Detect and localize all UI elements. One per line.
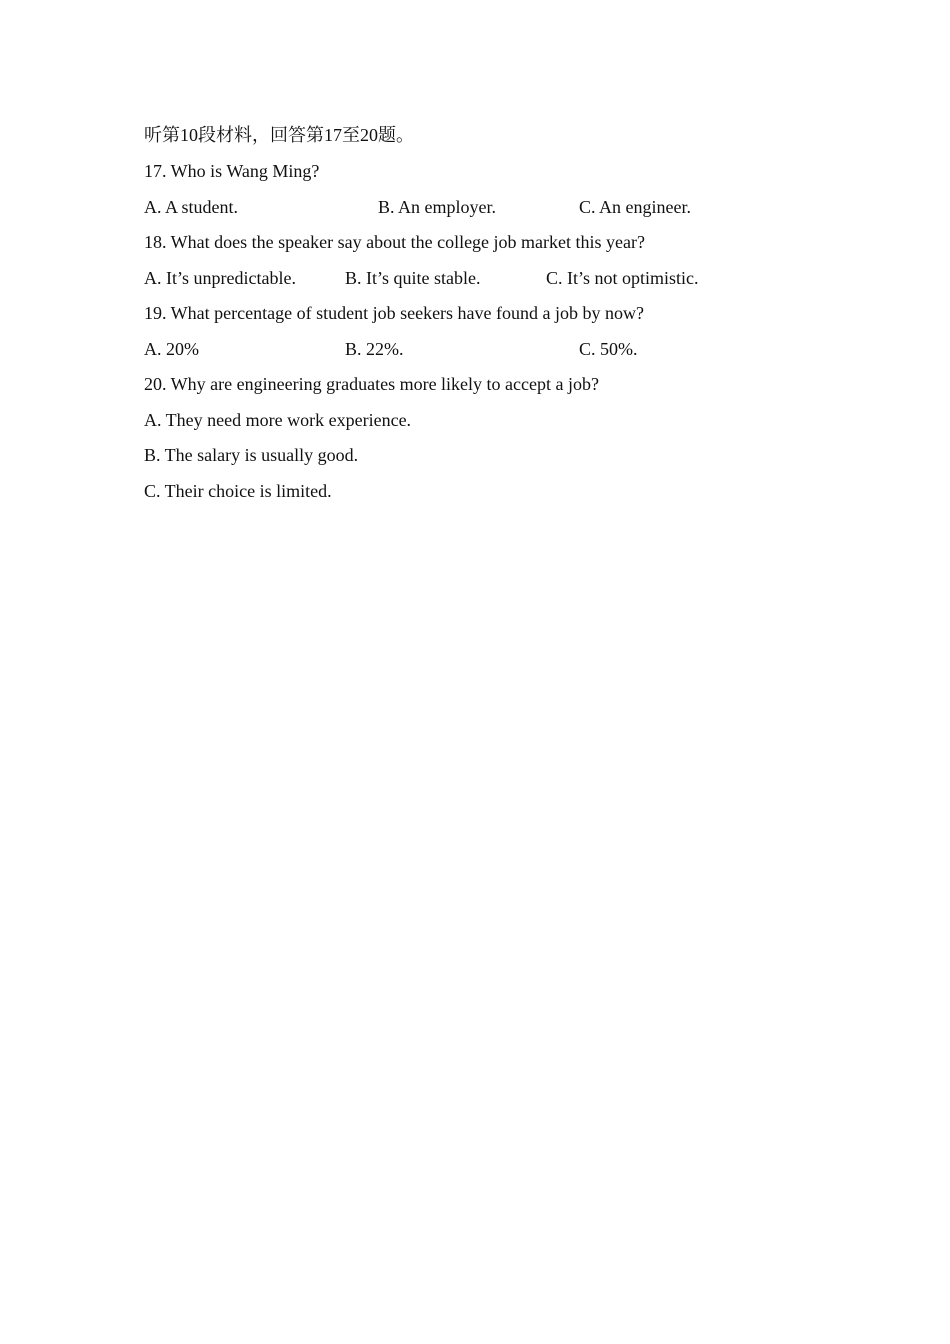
question-19-option-b: B. 22%. — [345, 339, 404, 359]
question-20-option-a: A. They need more work experience. — [144, 410, 412, 430]
question-20-option-b: B. The salary is usually good. — [144, 445, 359, 465]
question-18-option-a: A. It’s unpredictable. — [144, 268, 296, 288]
question-18-option-b: B. It’s quite stable. — [345, 268, 481, 288]
question-20: 20. Why are engineering graduates more likely to accept a job? — [144, 374, 599, 394]
question-18: 18. What does the speaker say about the college job market this year? — [144, 232, 645, 252]
question-18-option-c: C. It’s not optimistic. — [546, 268, 699, 288]
question-20-option-c: C. Their choice is limited. — [144, 481, 332, 501]
question-19-option-a: A. 20% — [144, 339, 199, 359]
question-17-option-b: B. An employer. — [378, 197, 496, 217]
question-19-option-c: C. 50%. — [579, 339, 638, 359]
question-17-option-c: C. An engineer. — [579, 197, 691, 217]
question-19: 19. What percentage of student job seekers have found a job by now? — [144, 303, 645, 323]
question-17: 17. Who is Wang Ming? — [144, 161, 320, 181]
question-17-option-a: A. A student. — [144, 197, 239, 217]
section-intro: 听第10段材料，回答第17至20题。 — [144, 125, 414, 145]
